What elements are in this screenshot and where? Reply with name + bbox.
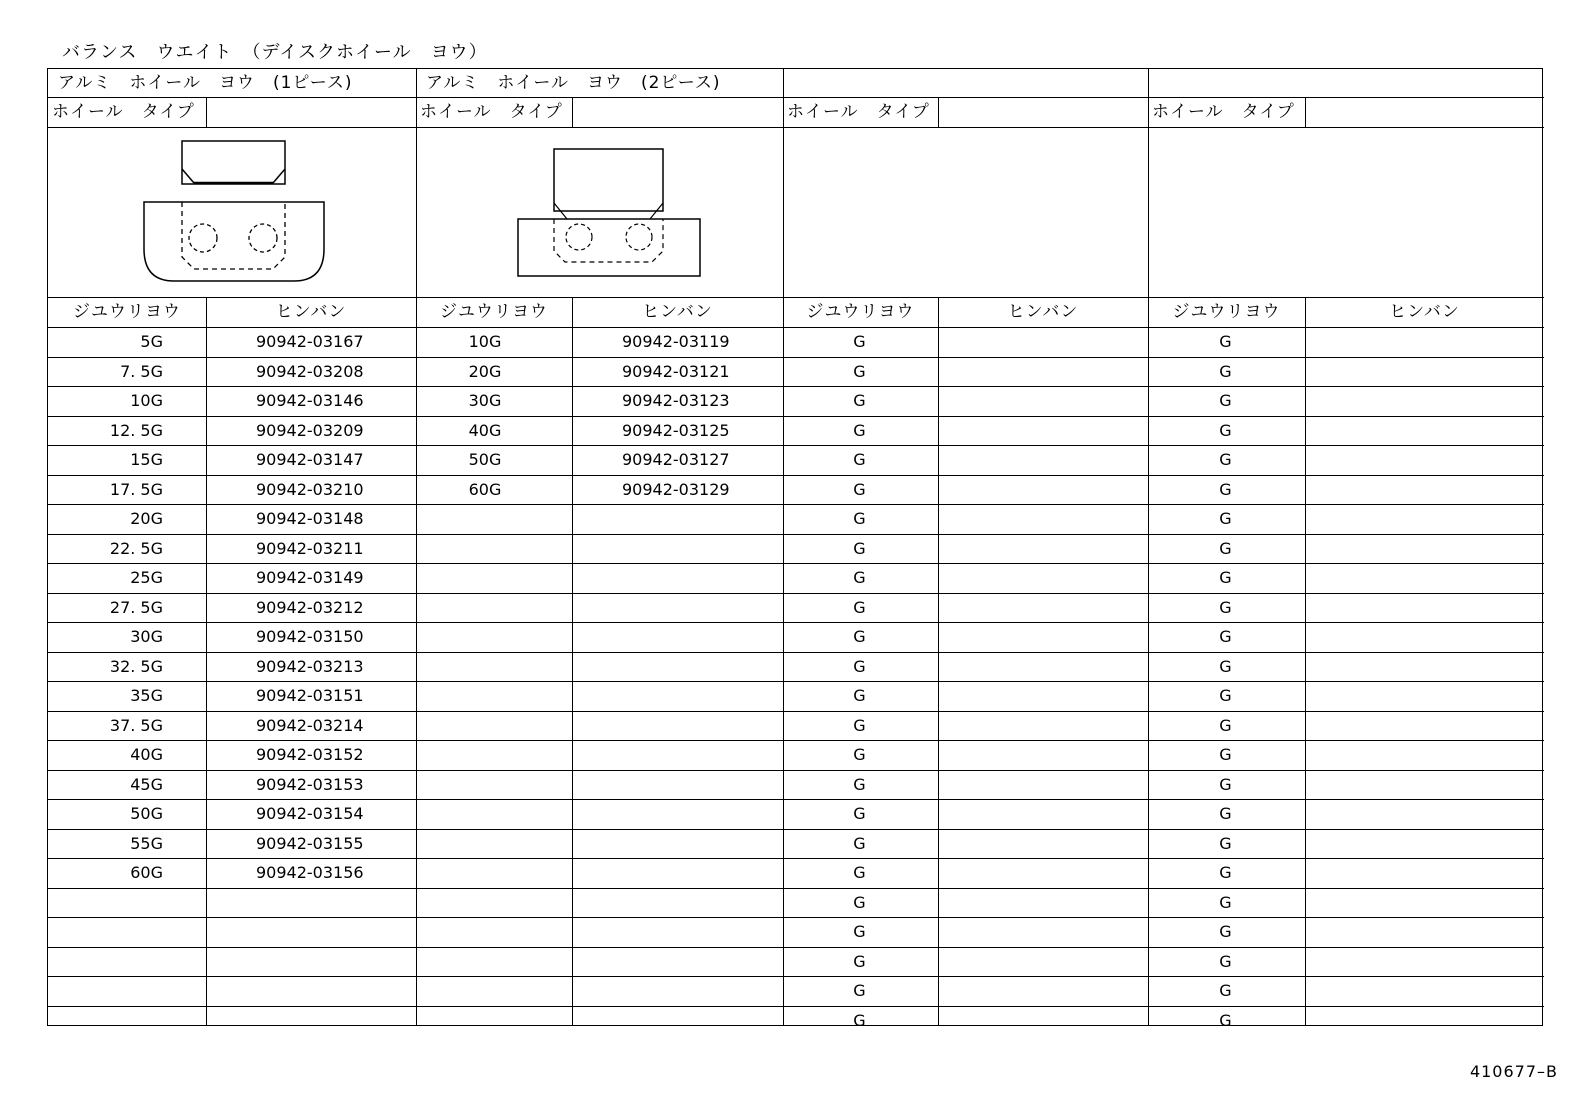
weight-unit-placeholder: G	[1219, 774, 1232, 794]
row-rule	[48, 917, 1544, 918]
part-number-cell: 90942-03152	[256, 745, 364, 764]
part-number-cell: 90942-03123	[622, 391, 730, 410]
column-header-part-number: ヒンバン	[1007, 302, 1079, 322]
wheel-type-label: ホイール タイプ	[420, 102, 563, 122]
row-rule	[48, 416, 1544, 417]
weight-unit-placeholder: G	[1219, 538, 1232, 558]
document-title: バランス ウエイト （デイスクホイール ヨウ）	[62, 42, 488, 63]
part-number-cell: 90942-03208	[256, 361, 364, 381]
weight-unit-placeholder: G	[853, 951, 866, 971]
column-header-weight: ジユウリヨウ	[1172, 302, 1281, 322]
section-heading: アルミ ホイール ヨウ (2ピース)	[426, 73, 721, 93]
weight-cell: 30G	[468, 391, 502, 410]
weight-unit-placeholder: G	[853, 450, 866, 469]
one-piece-weight-illustration	[142, 139, 327, 284]
two-piece-weight-illustration	[516, 147, 702, 279]
weight-cell: 10G	[130, 391, 163, 410]
weight-unit-placeholder: G	[1219, 863, 1232, 882]
weight-unit-placeholder: G	[1219, 450, 1232, 469]
part-number-cell: 90942-03151	[256, 686, 364, 705]
part-number-cell: 90942-03212	[256, 597, 364, 617]
weight-unit-placeholder: G	[1219, 715, 1232, 735]
row-rule	[48, 593, 1544, 594]
row-rule	[48, 297, 1544, 298]
weight-cell: 5G	[140, 332, 163, 351]
row-rule	[48, 888, 1544, 889]
weight-cell: 55G	[130, 833, 163, 853]
weight-cell: 32. 5G	[109, 656, 163, 676]
weight-unit-placeholder: G	[853, 922, 866, 941]
row-rule	[48, 740, 1544, 741]
weight-cell: 60G	[468, 479, 502, 499]
weight-unit-placeholder: G	[1219, 420, 1232, 440]
weight-unit-placeholder: G	[853, 715, 866, 735]
weight-cell: 20G	[130, 509, 163, 528]
weight-unit-placeholder: G	[853, 391, 866, 410]
column-header-part-number: ヒンバン	[642, 302, 713, 322]
part-number-cell: 90942-03209	[256, 420, 364, 440]
row-rule	[48, 681, 1544, 682]
weight-unit-placeholder: G	[1219, 361, 1232, 381]
weight-cell: 10G	[468, 332, 502, 351]
part-number-cell: 90942-03210	[256, 479, 364, 499]
row-rule	[48, 475, 1544, 476]
weight-unit-placeholder: G	[853, 420, 866, 440]
weight-unit-placeholder: G	[853, 1010, 866, 1030]
weight-unit-placeholder: G	[1219, 391, 1232, 410]
wheel-type-label-divider	[572, 97, 573, 127]
row-rule	[48, 976, 1544, 977]
part-number-cell: 90942-03125	[622, 420, 730, 440]
weight-unit-placeholder: G	[1219, 509, 1232, 528]
weight-unit-placeholder: G	[1219, 597, 1232, 617]
weight-cell: 60G	[130, 863, 163, 882]
wheel-type-label-divider	[206, 97, 207, 127]
section-divider	[416, 69, 417, 1025]
weight-cell: 45G	[130, 774, 163, 794]
row-rule	[48, 829, 1544, 830]
wheel-type-label: ホイール タイプ	[1152, 102, 1295, 122]
weight-cell: 40G	[468, 420, 502, 440]
column-divider	[1305, 297, 1306, 1025]
weight-cell: 50G	[468, 450, 502, 469]
row-rule	[48, 357, 1544, 358]
part-number-cell: 90942-03153	[256, 774, 364, 794]
weight-unit-placeholder: G	[1219, 627, 1232, 646]
weight-unit-placeholder: G	[853, 597, 866, 617]
row-rule	[48, 622, 1544, 623]
column-header-weight: ジユウリヨウ	[440, 302, 548, 322]
part-number-cell: 90942-03121	[622, 361, 730, 381]
weight-cell: 25G	[130, 568, 163, 587]
weight-cell: 37. 5G	[109, 715, 163, 735]
weight-unit-placeholder: G	[1219, 804, 1232, 823]
weight-unit-placeholder: G	[853, 538, 866, 558]
weight-cell: 22. 5G	[109, 538, 163, 558]
row-rule	[48, 947, 1544, 948]
weight-unit-placeholder: G	[853, 568, 866, 587]
weight-unit-placeholder: G	[853, 745, 866, 764]
weight-unit-placeholder: G	[853, 656, 866, 676]
row-rule	[48, 711, 1544, 712]
wheel-type-label: ホイール タイプ	[787, 102, 930, 122]
weight-unit-placeholder: G	[1219, 686, 1232, 705]
column-header-part-number: ヒンバン	[1389, 302, 1460, 322]
part-number-cell: 90942-03211	[256, 538, 364, 558]
part-number-cell: 90942-03149	[256, 568, 364, 587]
wheel-type-label-divider	[1305, 97, 1306, 127]
weight-unit-placeholder: G	[1219, 656, 1232, 676]
row-rule	[48, 97, 1544, 98]
weight-unit-placeholder: G	[853, 627, 866, 646]
row-rule	[48, 445, 1544, 446]
weight-unit-placeholder: G	[1219, 981, 1232, 1000]
weight-unit-placeholder: G	[1219, 922, 1232, 941]
weight-cell: 20G	[468, 361, 502, 381]
part-number-cell: 90942-03156	[256, 863, 364, 882]
weight-unit-placeholder: G	[853, 361, 866, 381]
row-rule	[48, 770, 1544, 771]
weight-unit-placeholder: G	[853, 892, 866, 912]
document-code: 410677–B	[1469, 1062, 1558, 1081]
weight-unit-placeholder: G	[853, 981, 866, 1000]
weight-unit-placeholder: G	[853, 332, 866, 351]
weight-cell: 35G	[130, 686, 163, 705]
balance-weight-table	[47, 68, 1543, 1030]
column-header-weight: ジユウリヨウ	[73, 302, 181, 322]
weight-unit-placeholder: G	[1219, 745, 1232, 764]
column-header-weight: ジユウリヨウ	[806, 302, 915, 322]
weight-unit-placeholder: G	[1219, 479, 1232, 499]
weight-cell: 15G	[130, 450, 163, 469]
row-rule	[48, 799, 1544, 800]
row-rule	[48, 563, 1544, 564]
part-number-cell: 90942-03167	[256, 332, 364, 351]
weight-cell: 27. 5G	[109, 597, 163, 617]
part-number-cell: 90942-03213	[256, 656, 364, 676]
weight-unit-placeholder: G	[853, 509, 866, 528]
row-rule	[48, 534, 1544, 535]
row-rule	[48, 652, 1544, 653]
weight-unit-placeholder: G	[853, 833, 866, 853]
row-rule	[48, 127, 1544, 128]
weight-cell: 7. 5G	[120, 361, 163, 381]
row-rule	[48, 858, 1544, 859]
row-rule	[48, 386, 1544, 387]
weight-cell: 50G	[130, 804, 163, 823]
weight-unit-placeholder: G	[1219, 568, 1232, 587]
column-divider	[572, 297, 573, 1025]
part-number-cell: 90942-03214	[256, 715, 364, 735]
row-rule	[48, 327, 1544, 328]
part-number-cell: 90942-03154	[256, 804, 364, 823]
weight-unit-placeholder: G	[853, 774, 866, 794]
part-number-cell: 90942-03127	[622, 450, 730, 469]
part-number-cell: 90942-03150	[256, 627, 364, 646]
wheel-type-label: ホイール タイプ	[52, 102, 195, 122]
weight-unit-placeholder: G	[1219, 332, 1232, 351]
row-rule	[48, 504, 1544, 505]
weight-cell: 17. 5G	[109, 479, 163, 499]
section-heading: アルミ ホイール ヨウ (1ピース)	[58, 73, 353, 93]
part-number-cell: 90942-03155	[256, 833, 364, 853]
weight-unit-placeholder: G	[853, 686, 866, 705]
weight-unit-placeholder: G	[1219, 951, 1232, 971]
weight-cell: 12. 5G	[109, 420, 163, 440]
part-number-cell: 90942-03147	[256, 450, 364, 469]
column-header-part-number: ヒンバン	[275, 302, 347, 322]
column-divider	[938, 297, 939, 1025]
part-number-cell: 90942-03146	[256, 391, 364, 410]
weight-unit-placeholder: G	[853, 863, 866, 882]
part-number-cell: 90942-03129	[622, 479, 730, 499]
part-number-cell: 90942-03148	[256, 509, 364, 528]
weight-cell: 40G	[130, 745, 163, 764]
weight-unit-placeholder: G	[853, 804, 866, 823]
weight-cell: 30G	[130, 627, 163, 646]
column-divider	[206, 297, 207, 1025]
wheel-type-label-divider	[938, 97, 939, 127]
weight-unit-placeholder: G	[1219, 1010, 1232, 1030]
part-number-cell: 90942-03119	[622, 332, 730, 351]
weight-unit-placeholder: G	[1219, 833, 1232, 853]
weight-unit-placeholder: G	[853, 479, 866, 499]
weight-unit-placeholder: G	[1219, 892, 1232, 912]
row-rule	[48, 1006, 1544, 1007]
